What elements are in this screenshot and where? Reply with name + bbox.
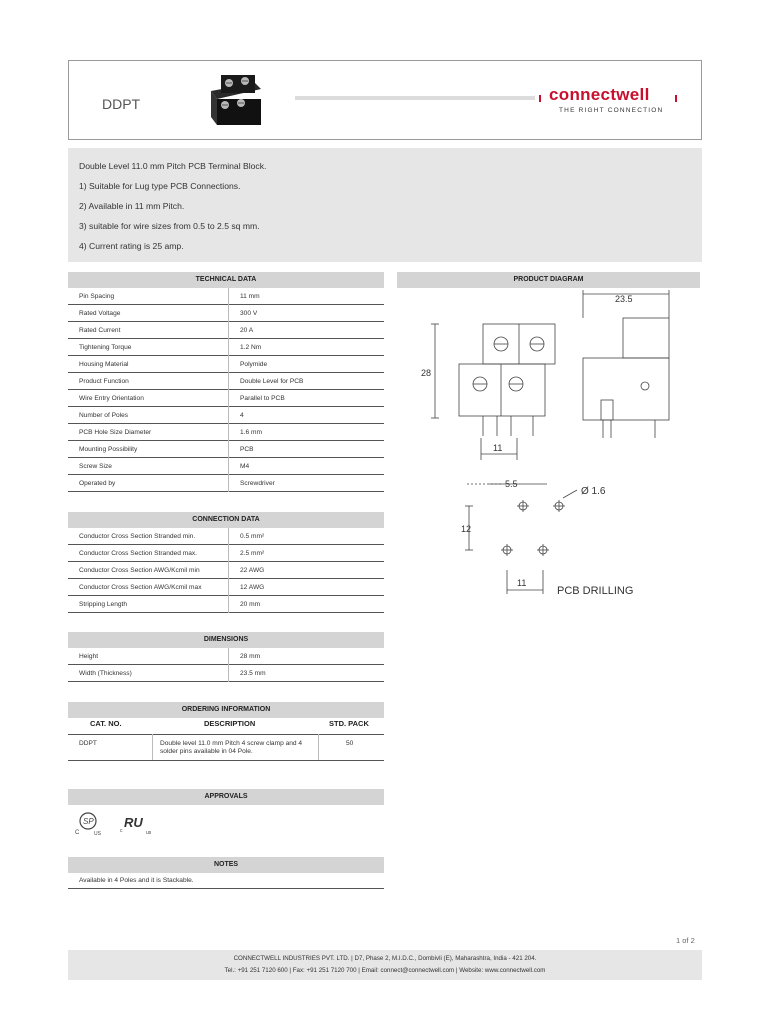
header-box [68,60,702,140]
drill-row-label: 12 [461,524,472,534]
column-divider [228,665,229,682]
header-divider-bar [295,96,535,100]
intro-point: 3) suitable for wire sizes from 0.5 to 2.5 sq mm. [79,221,260,231]
row-value: 22 AWG [240,567,265,574]
ordering-std-pack: 50 [346,740,354,747]
technical-data-row [68,475,384,492]
row-label: Conductor Cross Section AWG/Kcmil min [79,567,200,574]
column-divider [228,562,229,579]
intro-title: Double Level 11.0 mm Pitch PCB Terminal Block. [79,161,267,171]
technical-data-row [68,407,384,424]
technical-data-row [68,424,384,441]
row-label: Wire Entry Orientation [79,395,144,402]
footer-contact: Tel.: +91 251 7120 600 | Fax: +91 251 7120 700 | Email: connect@connectwell.com | Website: www.connectwell.com [224,967,546,974]
csa-logo-icon [75,813,102,837]
ul-recognized-logo-icon [120,815,152,836]
connection-data-row [68,545,384,562]
connection-data-heading: CONNECTION DATA [68,512,384,528]
intro-point: 2) Available in 11 mm Pitch. [79,201,185,211]
row-value: PCB [240,446,254,453]
technical-data-row [68,458,384,475]
ul-mark: RU [124,815,143,830]
ordering-bottom-rule [68,760,384,761]
column-divider [228,596,229,613]
ordering-heading: ORDERING INFORMATION [68,702,384,718]
column-divider [228,648,229,665]
pitch-dimension-label: 11 [493,443,503,453]
pcb-drilling-label: PCB DRILLING [557,585,634,597]
row-label: Conductor Cross Section Stranded min. [79,533,196,540]
technical-data-row [68,322,384,339]
column-divider [318,734,319,760]
ordering-col-pack: STD. PACK [329,719,369,728]
page-number: 1 of 2 [676,936,695,945]
row-label: Number of Poles [79,412,129,419]
row-value: Polymide [240,361,268,368]
csa-mark: SP [83,817,94,826]
brand-tagline: THE RIGHT CONNECTION [559,107,664,114]
width-dimension-label: 23.5 [615,294,633,304]
ordering-description-line: Double level 11.0 mm Pitch 4 screw clamp and 4 [160,740,303,747]
ordering-description-line: solder pins available in 04 Pole. [160,748,253,755]
csa-c: C [75,830,80,836]
column-divider [228,528,229,545]
row-value: 4 [240,412,244,419]
column-divider [152,734,153,760]
intro-point: 4) Current rating is 25 amp. [79,241,184,251]
technical-data-row [68,390,384,407]
row-label: Conductor Cross Section Stranded max. [79,550,198,557]
row-label: Pin Spacing [79,293,115,300]
intro-point: 1) Suitable for Lug type PCB Connections. [79,181,241,191]
connection-data-row [68,562,384,579]
footer-address: CONNECTWELL INDUSTRIES PVT. LTD. | D7, Phase 2, M.I.D.C., Dombivli (E), Maharashtra, India - 421 204. [233,955,537,962]
column-divider [228,424,229,441]
row-label: PCB Hole Size Diameter [79,429,152,436]
ordering-col-cat: CAT. NO. [90,719,122,728]
row-label: Conductor Cross Section AWG/Kcmil max [79,584,202,591]
product-diagram [397,288,700,608]
row-label: Product Function [79,378,129,385]
drill-spacing-label: 5.5 [505,479,518,489]
row-value: 23.5 mm [240,670,266,677]
column-divider [228,356,229,373]
row-label: Operated by [79,480,116,487]
row-value: 300 V [240,310,258,317]
ordering-cat-no: DDPT [79,740,97,747]
row-label: Height [79,653,99,660]
technical-data-row [68,373,384,390]
dimensions-heading: DIMENSIONS [68,632,384,648]
notes-heading: NOTES [68,857,384,873]
column-divider [228,322,229,339]
technical-data-row [68,356,384,373]
product-photo [203,69,263,131]
row-label: Width (Thickness) [79,670,132,677]
intro-panel [68,148,702,262]
ordering-header-rule [68,734,384,735]
technical-data-row [68,288,384,305]
ul-c: c [120,828,123,834]
row-label: Tightening Torque [79,344,132,351]
front-view-drawing [431,324,555,460]
brand-tick-right [675,95,677,102]
row-label: Rated Voltage [79,310,121,317]
row-value: Double Level for PCB [240,378,304,385]
product-diagram-heading: PRODUCT DIAGRAM [397,272,700,288]
footer [68,950,702,980]
technical-data-row [68,441,384,458]
row-value: Screwdriver [240,480,275,487]
row-label: Stripping Length [79,601,128,608]
notes-text: Available in 4 Poles and it is Stackable. [79,877,194,884]
approvals-heading: APPROVALS [68,789,384,805]
technical-data-row [68,339,384,356]
height-dimension-label: 28 [421,368,432,378]
column-divider [228,390,229,407]
drill-hole-label: Ø 1.6 [581,486,606,497]
column-divider [228,545,229,562]
column-divider [228,288,229,305]
drill-pitch-label: 11 [517,578,527,588]
row-label: Mounting Possibility [79,446,138,453]
brand-logo: connectwell [549,85,650,104]
row-value: 28 mm [240,653,261,660]
row-value: 1.2 Nm [240,344,262,351]
connection-data-row [68,579,384,596]
row-label: Housing Material [79,361,129,368]
row-value: 11 mm [240,293,260,300]
column-divider [228,475,229,492]
row-value: 20 A [240,327,254,334]
column-divider [228,579,229,596]
technical-data-row [68,305,384,322]
row-value: 2.5 mm² [240,550,265,557]
column-divider [228,339,229,356]
row-value: 1.6 mm [240,429,262,436]
row-label: Rated Current [79,327,121,334]
ul-us: us [146,830,152,836]
column-divider [228,373,229,390]
connection-data-row [68,596,384,613]
notes-row [68,873,384,889]
csa-us: US [94,831,101,837]
row-value: 20 mm [240,601,261,608]
column-divider [228,441,229,458]
row-label: Screw Size [79,463,112,470]
dimensions-row [68,665,384,682]
brand-tick-left [539,95,541,102]
column-divider [228,407,229,424]
dimensions-row [68,648,384,665]
product-code: DDPT [102,96,141,112]
column-divider [228,458,229,475]
ordering-col-desc: DESCRIPTION [204,719,256,728]
column-divider [228,305,229,322]
row-value: M4 [240,463,250,470]
row-value: 0.5 mm² [240,533,265,540]
row-value: Parallel to PCB [240,395,285,402]
technical-data-heading: TECHNICAL DATA [68,272,384,288]
row-value: 12 AWG [240,584,265,591]
connection-data-row [68,528,384,545]
approval-logos [72,810,162,838]
side-view-drawing [583,290,669,438]
